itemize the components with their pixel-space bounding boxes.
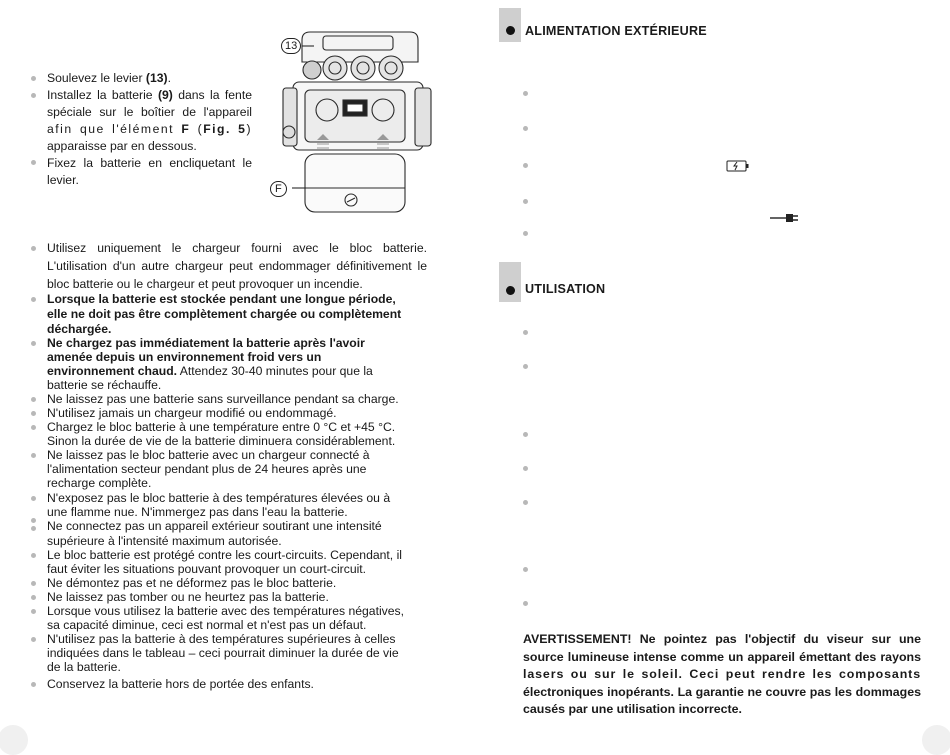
bullet: [31, 453, 36, 458]
bullet: [31, 93, 36, 98]
precaution-text: elle ne doit pas être complètement chargée ou complètement: [47, 307, 402, 321]
precaution-text: Le bloc batterie est protégé contre les court-circuits. Cependant, il: [47, 548, 402, 562]
precaution-text: batterie se réchauffe.: [47, 378, 162, 392]
precaution-text: Lorsque la batterie est stockée pendant une longue période,: [47, 292, 396, 306]
precaution-text: Ne connectez pas un appareil extérieur soutirant une intensité: [47, 519, 382, 533]
bullet: [31, 526, 36, 531]
precaution-text: bloc batterie ou le chargeur et peut provoquer un incendie.: [47, 277, 363, 291]
warning-line: AVERTISSEMENT! Ne pointez pas l'objectif du viseur sur une: [523, 632, 921, 646]
warning-line: électroniques inopérants. La garantie ne couvre pas les dommages: [523, 684, 921, 699]
precaution-text: N'utilisez jamais un chargeur modifié ou endommagé.: [47, 406, 337, 420]
bullet: [31, 411, 36, 416]
bullet: [523, 126, 528, 131]
bullet: [31, 160, 36, 165]
precaution-text: Conservez la batterie hors de portée des enfants.: [47, 677, 314, 691]
warning-line: lasers ou sur le soleil. Ceci peut rendre les composants: [523, 667, 921, 681]
bullet: [523, 601, 528, 606]
precaution-text: Ne chargez pas immédiatement la batterie après l'avoir: [47, 336, 365, 350]
warning-line: causés par une utilisation incorrecte.: [523, 702, 742, 716]
bullet: [523, 567, 528, 572]
precaution-text: de la batterie.: [47, 660, 121, 674]
bullet: [523, 199, 528, 204]
precaution-text: environnement chaud. Attendez 30-40 minutes pour que la: [47, 364, 373, 378]
bullet: [523, 364, 528, 369]
bullet: [31, 581, 36, 586]
bullet: [523, 466, 528, 471]
precaution-text: Sinon la durée de vie de la batterie diminuera considérablement.: [47, 434, 396, 448]
install-step-3-line-1: Fixez la batterie en encliquetant le: [47, 156, 252, 170]
precaution-text: Lorsque vous utilisez la batterie avec des températures négatives,: [47, 604, 405, 618]
install-step-2-line-2: spéciale sur le boîtier de l'appareil: [47, 105, 252, 119]
bullet: [31, 682, 36, 687]
warning-line: source lumineuse intense comme un appareil émettant des rayons: [523, 649, 921, 664]
warning-paragraph: [523, 631, 921, 719]
precaution-text: N'utilisez pas la batterie à des températures supérieures à celles: [47, 632, 396, 646]
install-step-3-line-2: levier.: [47, 173, 79, 187]
bullet: [31, 496, 36, 501]
section-bullet-icon: [506, 286, 515, 295]
bullet: [523, 330, 528, 335]
external-power-plug-icon: [770, 212, 802, 224]
callout-F: F: [270, 181, 287, 197]
precaution-text: sa capacité diminue, ceci est normal et n'est pas un défaut.: [47, 618, 367, 632]
install-step-2-line-4: apparaisse par en dessous.: [47, 139, 197, 153]
precaution-text: faut éviter les situations pouvant provoquer un court-circuit.: [47, 562, 367, 576]
section-marker-bar: [499, 8, 521, 42]
precaution-text: N'exposez pas le bloc batterie à des températures élevées ou à: [47, 491, 391, 505]
bullet: [31, 595, 36, 600]
bullet: [523, 91, 528, 96]
bullet: [31, 76, 36, 81]
bullet: [523, 163, 528, 168]
bullet: [523, 231, 528, 236]
precaution-text: indiquées dans le tableau – ceci pourrait diminuer la durée de vie: [47, 646, 399, 660]
precaution-text: Chargez le bloc batterie à une température entre 0 °C et +45 °C.: [47, 420, 396, 434]
page-corner-mark: [922, 725, 950, 755]
install-step-1: Soulevez le levier (13).: [47, 71, 171, 85]
battery-charging-icon: [726, 160, 750, 172]
callout-13: 13: [281, 38, 301, 54]
install-step-2-line-1: Installez la batterie (9) dans la fente: [47, 88, 252, 102]
bullet: [31, 341, 36, 346]
precaution-text: déchargée.: [47, 322, 112, 336]
precaution-text: amenée depuis un environnement froid vers un: [47, 350, 322, 364]
section-title-external-power: ALIMENTATION EXTÉRIEURE: [525, 24, 707, 38]
bullet: [523, 500, 528, 505]
section-bullet-icon: [506, 26, 515, 35]
precaution-text: une flamme nue. N'immergez pas dans l'eau la batterie.: [47, 505, 348, 519]
precaution-text: Ne démontez pas et ne déformez pas le bloc batterie.: [47, 576, 337, 590]
bullet: [31, 553, 36, 558]
precaution-text: Ne laissez pas une batterie sans surveillance pendant sa charge.: [47, 392, 399, 406]
page-corner-mark: [0, 725, 28, 755]
precaution-text: Ne laissez pas tomber ou ne heurtez pas la batterie.: [47, 590, 329, 604]
precaution-text: L'utilisation d'un autre chargeur peut endommager définitivement le: [47, 259, 427, 273]
section-marker-bar: [499, 262, 521, 302]
precaution-text: l'alimentation secteur pendant plus de 24 heures après une: [47, 462, 367, 476]
precaution-text: Utilisez uniquement le chargeur fourni avec le bloc batterie.: [47, 241, 427, 255]
bullet: [31, 297, 36, 302]
install-step-2-line-3: afin que l'élément F (Fig. 5): [47, 122, 253, 136]
bullet: [31, 637, 36, 642]
bullet: [31, 397, 36, 402]
precaution-text: recharge complète.: [47, 476, 152, 490]
bullet: [31, 609, 36, 614]
precaution-text: Ne laissez pas le bloc batterie avec un chargeur connecté à: [47, 448, 370, 462]
bullet: [31, 518, 36, 523]
bullet: [31, 246, 36, 251]
precaution-text: supérieure à l'intensité maximum autorisée.: [47, 534, 282, 548]
bullet: [31, 425, 36, 430]
bullet: [523, 432, 528, 437]
section-title-usage: UTILISATION: [525, 282, 606, 296]
